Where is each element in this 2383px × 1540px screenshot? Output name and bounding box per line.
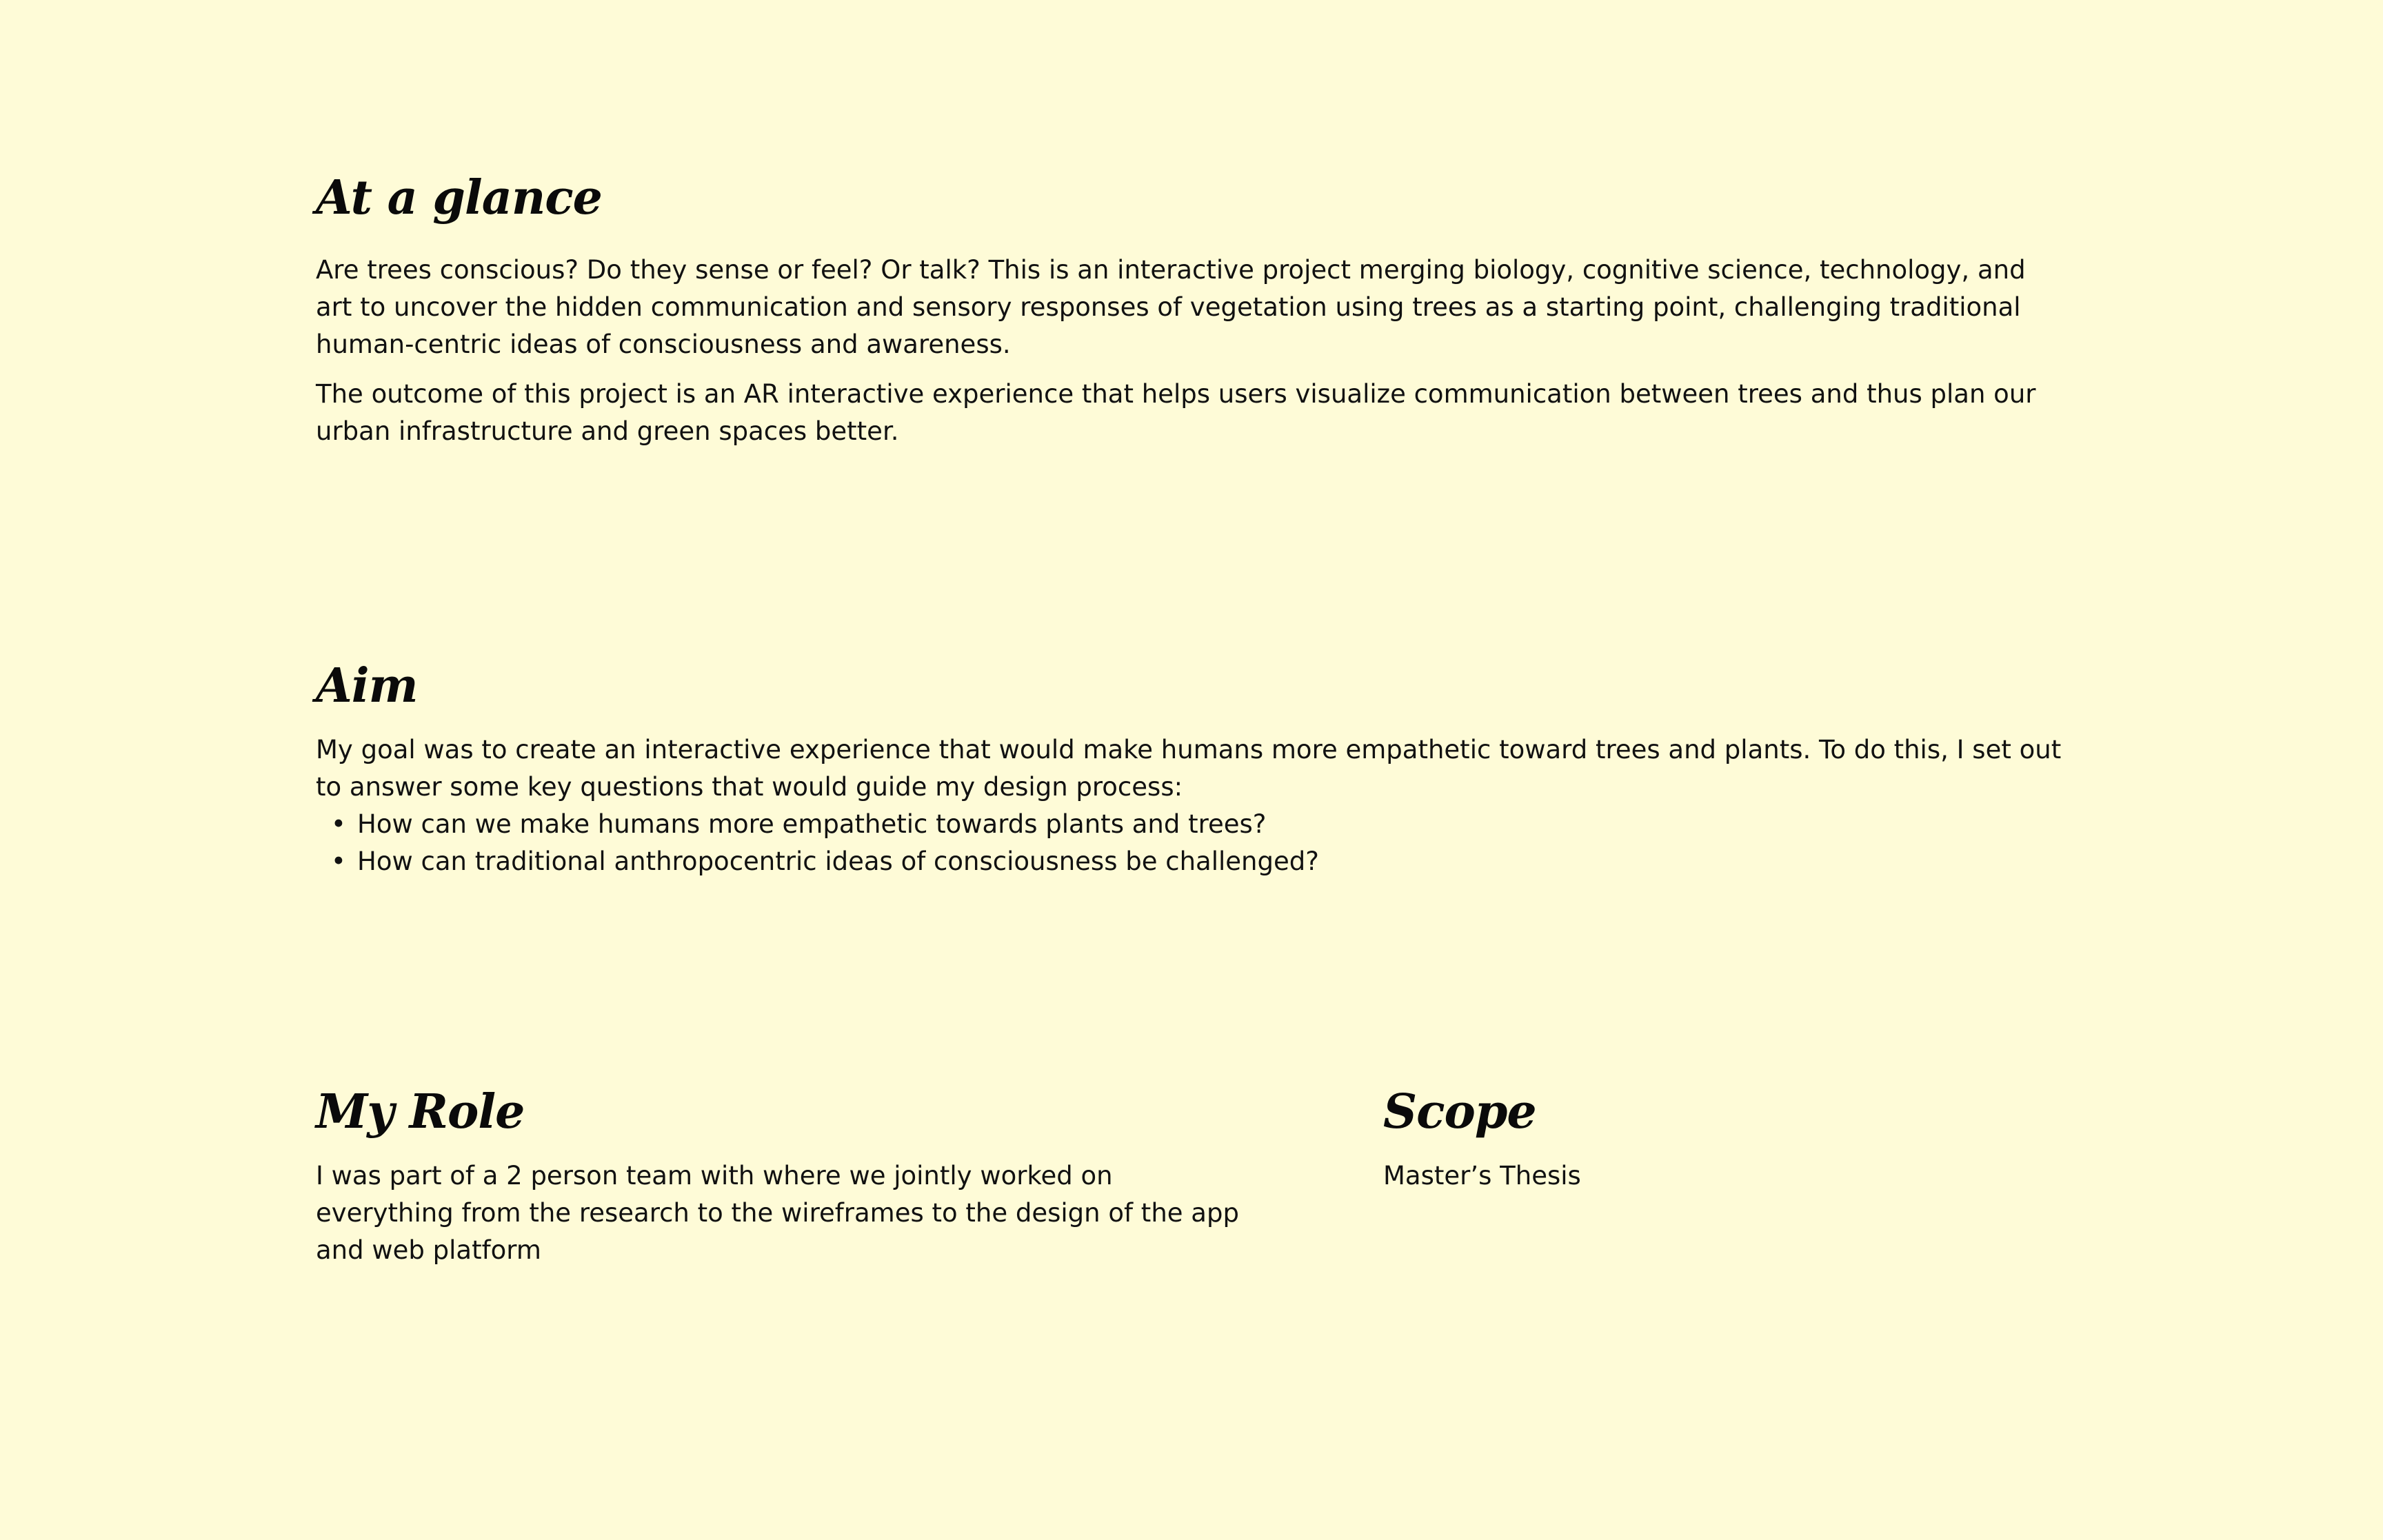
aim-questions-list (316, 806, 2081, 880)
my-role-section (316, 1086, 1254, 1269)
list-item (316, 843, 2081, 880)
scope-text: Master’s Thesis (1383, 1160, 1581, 1191)
bullet-icon: • (331, 809, 346, 839)
aim-question-1: How can we make humans more empathetic towards plants and trees? (357, 809, 1267, 839)
aim-section (316, 660, 2081, 880)
scope-section (1383, 1086, 2004, 1195)
list-item (316, 806, 2081, 843)
at-a-glance-section (316, 172, 2067, 450)
my-role-heading: My Role (316, 1084, 525, 1139)
at-a-glance-heading: At a glance (316, 170, 602, 225)
scope-heading: Scope (1383, 1084, 1536, 1139)
bullet-icon: • (331, 846, 346, 876)
at-a-glance-paragraph-2: The outcome of this project is an AR interactive experience that helps users visualize communication between trees and thus plan our urban infrastructure and green spaces better. (316, 378, 2036, 446)
at-a-glance-paragraph-1: Are trees conscious? Do they sense or feel? Or talk? This is an interactive project merging biology, cognitive science, technology, and art to uncover the hidden communication and sensory responses of vegetation using trees as a starting point, challenging traditional human-centric ideas of consciousness and awareness. (316, 254, 2026, 359)
aim-intro: My goal was to create an interactive experience that would make humans more empathetic toward trees and plants. To do this, I set out to answer some key questions that would guide my design process: (316, 734, 2062, 802)
aim-question-2: How can traditional anthropocentric ideas of consciousness be challenged? (357, 846, 1319, 876)
aim-heading: Aim (316, 658, 418, 713)
my-role-text: I was part of a 2 person team with where we jointly worked on everything from the research to the wireframes to the design of the app and web platform (316, 1160, 1239, 1265)
